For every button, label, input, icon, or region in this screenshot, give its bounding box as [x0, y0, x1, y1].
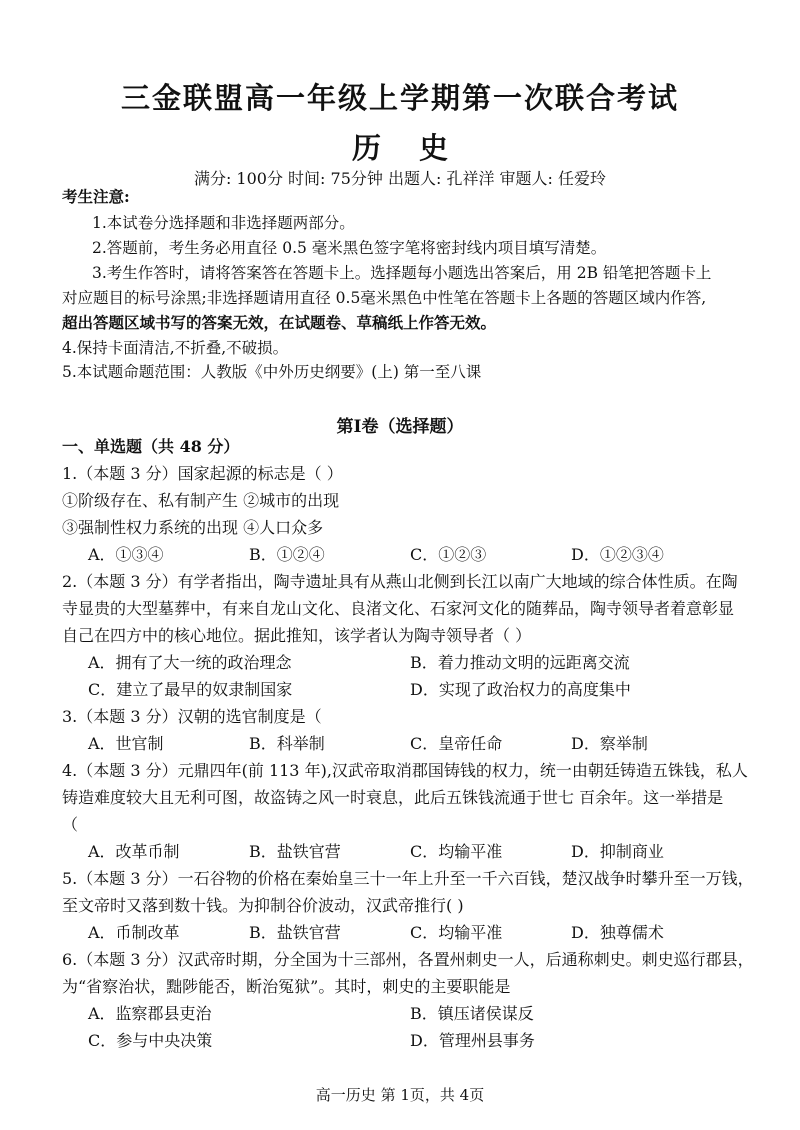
- option-a: A．世官制: [88, 734, 164, 753]
- option-b: B．科举制: [249, 734, 325, 753]
- option-a: A．改革币制: [88, 842, 180, 861]
- section-title: 第Ⅰ卷（选择题）: [336, 417, 464, 437]
- option-c: C．均输平准: [410, 842, 503, 861]
- option-a: A．拥有了大一统的政治理念: [88, 653, 292, 672]
- notice-item-3a: 3.考生作答时，请将答案答在答题卡上。选择题每小题选出答案后，用 2B 铅笔把答题卡上: [92, 264, 712, 282]
- exam-meta: 满分: 100分 时间: 75分钟 出题人: 孔祥洋 审题人: 任爱玲: [193, 169, 607, 188]
- question-5-line2: 至文帝时又落到数十钱。为抑制谷价波动，汉武帝推行( ): [62, 896, 464, 915]
- option-d: D．独尊儒术: [571, 923, 664, 942]
- part-heading: 一、单选题（共 48 分）: [62, 437, 240, 456]
- question-6-options-row1: [62, 1000, 756, 1027]
- option-d: D．实现了政治权力的高度集中: [410, 680, 631, 699]
- option-c: C．均输平准: [410, 923, 503, 942]
- option-d: D．管理州县事务: [410, 1031, 535, 1050]
- exam-title: 三金联盟高一年级上学期第一次联合考试: [120, 81, 679, 115]
- notice-item-3b: 对应题目的标号涂黑;非选择题请用直径 0.5毫米黑色中性笔在答题卡上各题的答题区域内作答,: [62, 289, 707, 307]
- question-2-line3: 自己在四方中的核心地位。据此推知，该学者认为陶寺领导者（ ）: [62, 626, 532, 645]
- question-2-line2: 寺显贵的大型墓葬中，有来自龙山文化、良渚文化、石家河文化的随葬品，陶寺领导者着意彰显: [62, 599, 735, 618]
- question-5-line1: 5.（本题 3 分）一石谷物的价格在秦始皇三十一年上升至一千六百钱，楚汉战争时攀升至一万钱，: [62, 869, 754, 888]
- question-1-stem: 1.（本题 3 分）国家起源的标志是（ ）: [62, 464, 343, 483]
- option-a: A．①③④: [88, 545, 164, 564]
- question-5-options: [62, 919, 756, 946]
- notice-item-4: 4.保持卡面清洁,不折叠,不破损。: [62, 339, 289, 357]
- option-b: B．着力推动文明的远距离交流: [410, 653, 630, 672]
- question-3-options: [62, 730, 756, 757]
- option-b: B．①②④: [249, 545, 325, 564]
- question-1-options: [62, 541, 756, 568]
- question-2-line1: 2.（本题 3 分）有学者指出，陶寺遗址具有从燕山北侧到长江以南广大地域的综合体性质。在陶: [62, 572, 738, 591]
- option-c: C．①②③: [410, 545, 487, 564]
- option-c: C．参与中央决策: [88, 1031, 213, 1050]
- option-c: C．建立了最早的奴隶制国家: [88, 680, 293, 699]
- notice-item-3c: 超出答题区域书写的答案无效，在试题卷、草稿纸上作答无效。: [62, 313, 497, 332]
- question-4-line1: 4.（本题 3 分）元鼎四年(前 113 年),汉武帝取消郡国铸钱的权力，统一由朝廷铸造五铢钱，私人: [62, 761, 748, 780]
- notice-item-5: 5.本试题命题范围：人教版《中外历史纲要》(上) 第一至八课: [62, 363, 482, 381]
- question-4-line3: （: [62, 815, 79, 834]
- question-6-line1: 6.（本题 3 分）汉武帝时期，分全国为十三部州，各置州刺史一人，后通称刺史。刺史巡行郡县，: [62, 950, 754, 969]
- option-c: C．皇帝任命: [410, 734, 503, 753]
- question-6-line2: 为“省察治状，黜陟能否，断治冤狱”。其时，刺史的主要职能是: [62, 977, 511, 996]
- notice-heading: 考生注意:: [62, 187, 130, 206]
- question-1-line3: ③强制性权力系统的出现 ④人口众多: [62, 518, 324, 537]
- option-b: B．盐铁官营: [249, 923, 341, 942]
- option-b: B．镇压诸侯谋反: [410, 1004, 534, 1023]
- subject-title: 历史: [351, 131, 486, 165]
- question-1-line2: ①阶级存在、私有制产生 ②城市的出现: [62, 491, 340, 510]
- option-d: D．抑制商业: [571, 842, 664, 861]
- option-b: B．盐铁官营: [249, 842, 341, 861]
- question-4-options: [62, 838, 756, 865]
- question-2-options-row1: [62, 649, 756, 676]
- notice-item-1: 1.本试卷分选择题和非选择题两部分。: [92, 214, 355, 232]
- option-d: D．察举制: [571, 734, 648, 753]
- notice-item-2: 2.答题前，考生务必用直径 0.5 毫米黑色签字笔将密封线内项目填写清楚。: [92, 239, 607, 257]
- question-4-line2: 铸造难度较大且无利可图，故盗铸之风一时衰息，此后五铢钱流通于世七 百余年。这一举措是: [62, 788, 724, 807]
- page-footer: 高一历史 第 1页，共 4页: [315, 1086, 485, 1104]
- option-d: D．①②③④: [571, 545, 664, 564]
- question-2-options-row2: [62, 676, 756, 703]
- question-block: [62, 433, 756, 1054]
- option-a: A．监察郡县吏治: [88, 1004, 212, 1023]
- question-6-options-row2: [62, 1027, 756, 1054]
- question-3-stem: 3.（本题 3 分）汉朝的选官制度是（: [62, 707, 322, 726]
- option-a: A．币制改革: [88, 923, 180, 942]
